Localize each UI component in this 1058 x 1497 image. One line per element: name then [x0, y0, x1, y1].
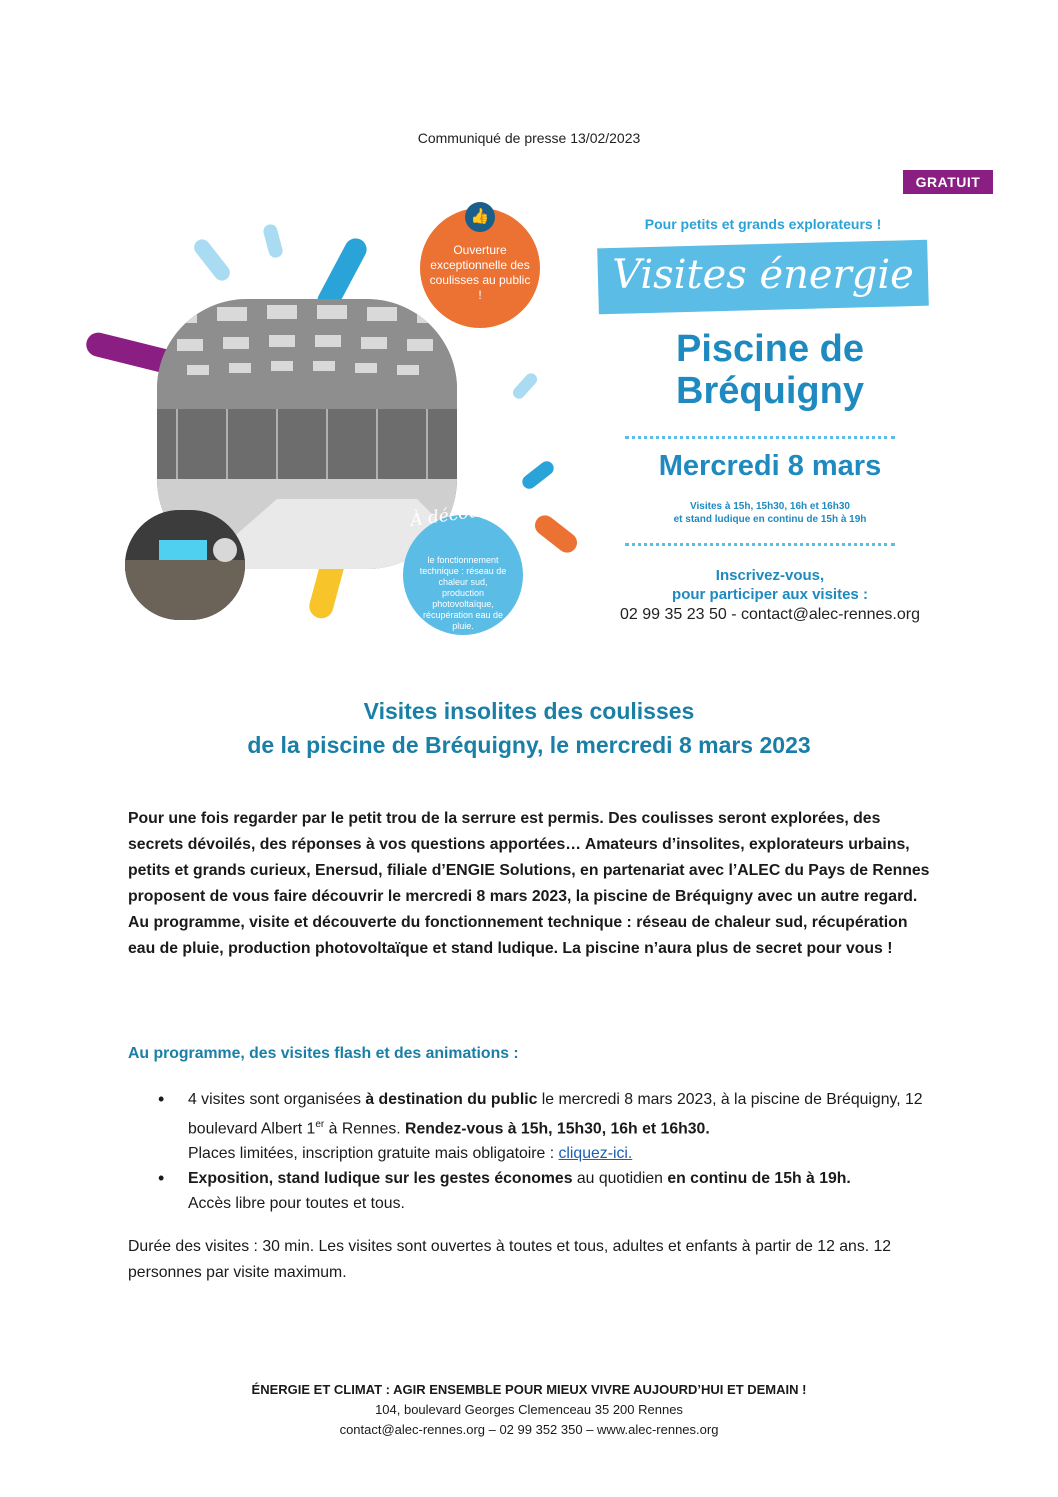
- discover-heading: À découvrir: [409, 497, 512, 531]
- event-poster: [80, 200, 980, 640]
- intro-paragraph: Pour une fois regarder par le petit trou de la serrure est permis. Des coulisses seront explorées, des secrets dévoilés, des réponses à vos questions apportées… Amateurs d’insolites, explorateurs urbains, petits et grands curieux, Enersud, filiale d’ENGIE Solutions, en partenariat avec l’ALEC du Pays de Rennes proposent de vous faire découvrir le mercredi 8 mars 2023, la piscine de Bréquigny avec un autre regard. Au programme, visite et découverte du fonctionnement technique : réseau de chaleur sud, récupération eau de pluie, production photovoltaïque et stand ludique. La piscine n’aura plus de secret pour vous !: [128, 810, 930, 957]
- poster-venue-line2: Bréquigny: [676, 370, 864, 412]
- poster-signup-line1: Inscrivez-vous,: [715, 567, 825, 584]
- bullet1-text-e: Rendez-vous à 15h, 15h30, 16h et 16h30.: [405, 1120, 710, 1138]
- bullet1-text-b: à destination du public: [365, 1091, 538, 1108]
- footer-address: 104, boulevard Georges Clemenceau 35 200 Rennes: [375, 1402, 683, 1417]
- poster-signup: [600, 566, 940, 604]
- bullet1-text-a: 4 visites sont organisées: [188, 1091, 366, 1108]
- dotted-divider-1: [625, 436, 895, 439]
- thumbs-up-icon: 👍: [465, 202, 495, 232]
- free-badge: GRATUIT: [903, 170, 993, 194]
- decor-pill-lightblue-3: [511, 371, 540, 401]
- discover-bubble: [403, 515, 523, 635]
- bullet1-text-f: Places limitées, inscription gratuite mais obligatoire :: [188, 1145, 559, 1163]
- discover-bubble-text: le fonctionnement technique : réseau de chaleur sud, production photovoltaïque, récupération eau de pluie.: [419, 555, 507, 631]
- poster-hours-line1: Visites à 15h, 15h30, 16h et 16h30: [690, 501, 850, 512]
- poster-hours: [600, 500, 940, 526]
- poster-banner-text: Visites énergie: [612, 252, 914, 298]
- poster-hours-line2: et stand ludique en continu de 15h à 19h: [673, 514, 867, 525]
- decor-pill-orange: [531, 511, 581, 556]
- decor-pill-lightblue-2: [262, 223, 284, 259]
- page-title: [0, 694, 1058, 762]
- dotted-divider-2: [625, 543, 895, 546]
- poster-tagline: Pour petits et grands explorateurs !: [644, 216, 882, 232]
- footer-contacts: contact@alec-rennes.org – 02 99 352 350 – www.alec-rennes.org: [339, 1422, 719, 1437]
- technical-room-photo: [125, 510, 245, 620]
- opening-bubble-text: Ouverture exceptionnelle des coulisses au public !: [429, 243, 531, 302]
- footer: [0, 1380, 1058, 1440]
- signup-link[interactable]: cliquez-ici.: [558, 1145, 633, 1163]
- footer-slogan: ÉNERGIE ET CLIMAT : AGIR ENSEMBLE POUR MIEUX VIVRE AUJOURD’HUI ET DEMAIN !: [251, 1382, 807, 1397]
- bullet1-sup: er: [315, 1119, 325, 1130]
- title-line2: de la piscine de Bréquigny, le mercredi 8 mars 2023: [247, 732, 811, 758]
- title-line1: Visites insolites des coulisses: [363, 698, 695, 724]
- bullet2-text-a: Exposition, stand ludique sur les gestes économes: [188, 1170, 573, 1188]
- poster-contact: 02 99 35 23 50 - contact@alec-rennes.org: [620, 606, 920, 623]
- poster-signup-line2: pour participer aux visites :: [672, 586, 868, 603]
- poster-date: Mercredi 8 mars: [658, 450, 882, 482]
- bullet2-text-d: Accès libre pour toutes et tous.: [188, 1195, 405, 1213]
- bullet2-text-c: en continu de 15h à 19h.: [667, 1170, 851, 1188]
- program-list: [128, 1087, 928, 1216]
- opening-bubble: [420, 208, 540, 328]
- list-item: [128, 1087, 928, 1166]
- list-item: [128, 1166, 928, 1216]
- poster-venue: [580, 328, 960, 412]
- bullet2-text-b: au quotidien: [572, 1170, 668, 1188]
- decor-pill-lightblue-1: [191, 236, 233, 284]
- bullet1-text-d: à Rennes.: [324, 1120, 406, 1138]
- press-release-date: Communiqué de presse 13/02/2023: [417, 130, 641, 146]
- decor-pill-blue-2: [520, 458, 557, 491]
- program-heading: Au programme, des visites flash et des animations :: [128, 1045, 519, 1062]
- duration-paragraph: Durée des visites : 30 min. Les visites sont ouvertes à toutes et tous, adultes et enfants à partir de 12 ans. 12 personnes par visite maximum.: [128, 1238, 892, 1281]
- poster-venue-line1: Piscine de: [676, 328, 864, 370]
- bullet1-text-c: le mercredi 8 mars 2023, à la piscine de Bréquigny, 12 boulevard Albert 1: [188, 1091, 923, 1138]
